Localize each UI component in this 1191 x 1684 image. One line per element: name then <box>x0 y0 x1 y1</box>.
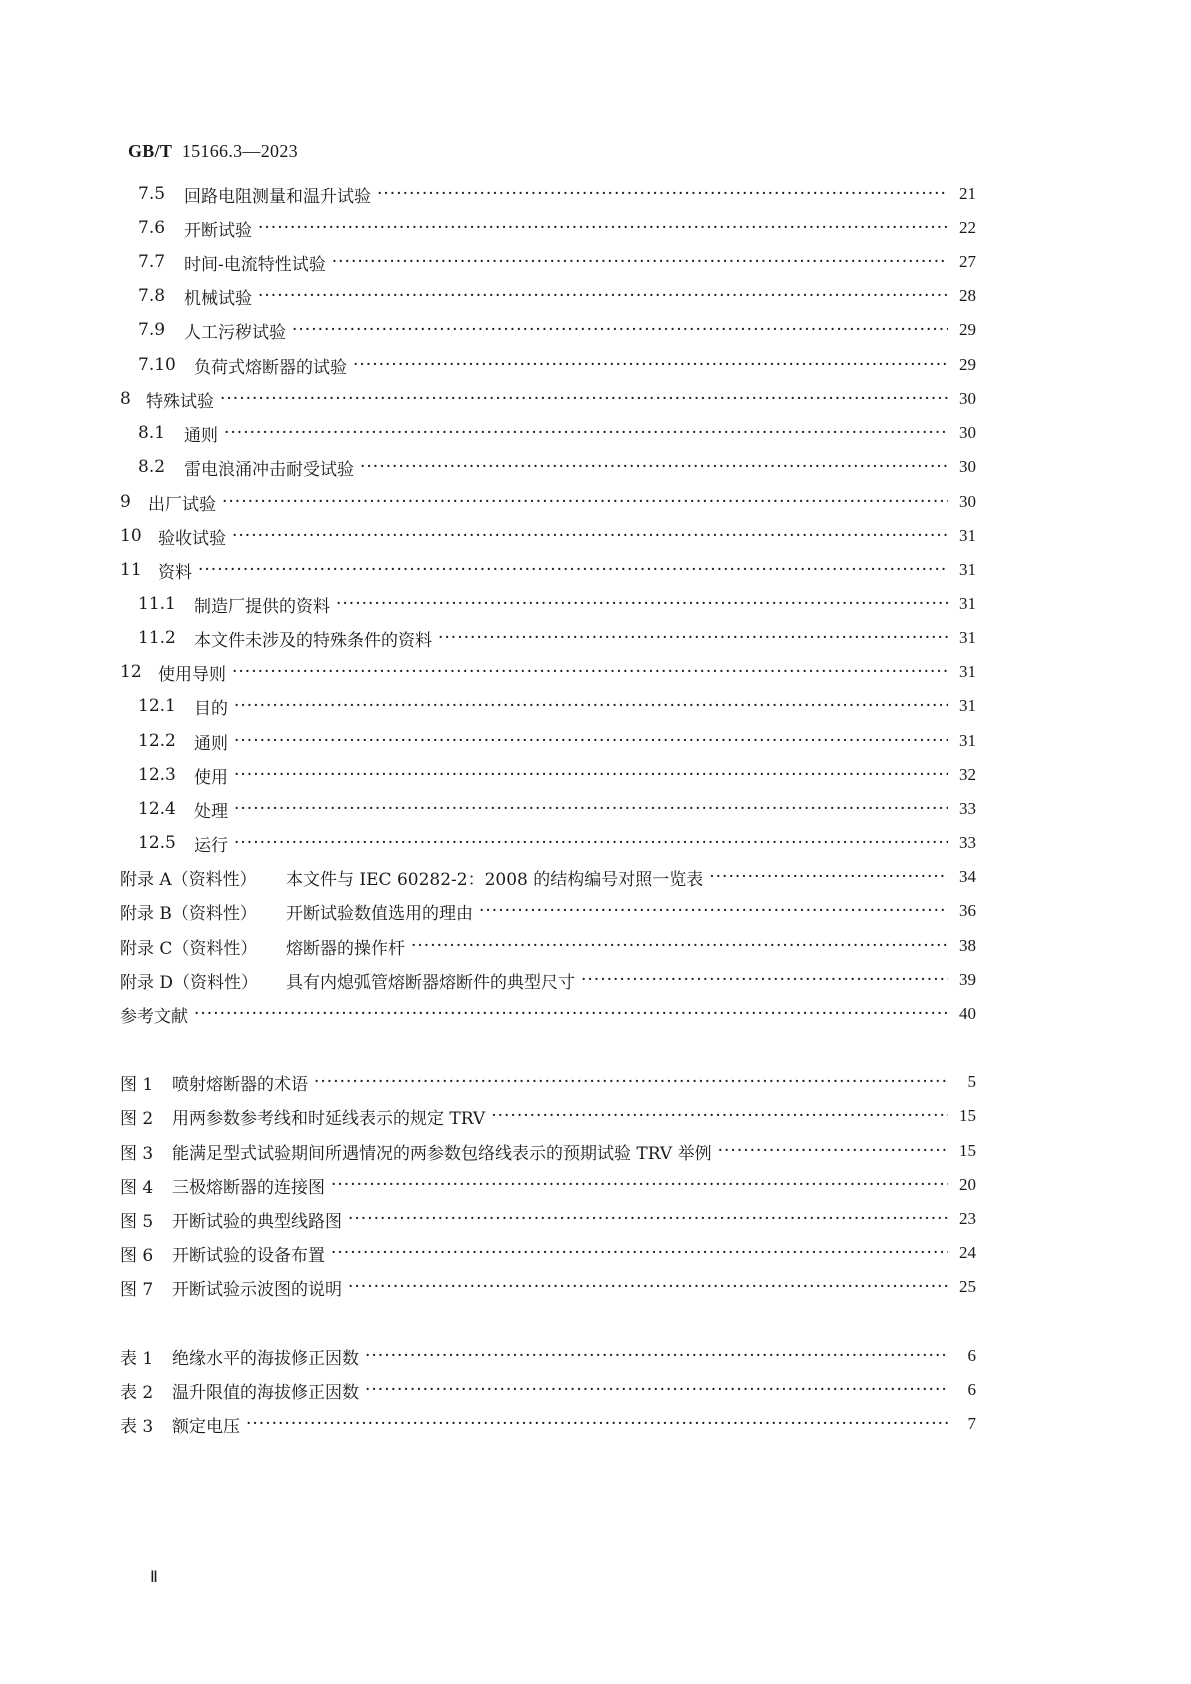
toc-title: 处理 <box>194 801 228 822</box>
toc-entry[interactable] <box>138 728 976 754</box>
toc-entry[interactable] <box>138 762 976 788</box>
toc-page: 31 <box>959 560 976 579</box>
toc-leader <box>258 215 948 241</box>
toc-number: 附录 B（资料性） <box>120 903 257 924</box>
toc-entry-appendix[interactable] <box>120 864 976 890</box>
toc-leader <box>232 659 948 685</box>
toc-page: 29 <box>959 355 976 374</box>
toc-number: 11 <box>120 560 142 580</box>
toc-leader <box>232 523 948 549</box>
toc-leader <box>234 830 948 856</box>
toc-number: 表 1 <box>120 1348 154 1369</box>
toc-entry-figure[interactable] <box>120 1172 976 1198</box>
toc-number: 图 7 <box>120 1279 154 1300</box>
toc-entry[interactable] <box>138 317 976 343</box>
toc-number: 表 3 <box>120 1416 154 1437</box>
toc-title: 通则 <box>184 425 218 446</box>
toc-page: 15 <box>959 1141 976 1160</box>
toc-page: 24 <box>959 1243 976 1262</box>
toc-leader <box>336 591 948 617</box>
toc-entry-figure[interactable] <box>120 1103 976 1129</box>
page-number: Ⅱ <box>150 1569 158 1586</box>
toc-title: 使用导则 <box>158 664 226 685</box>
toc-leader <box>224 420 948 446</box>
toc-title: 开断试验示波图的说明 <box>172 1279 342 1300</box>
toc-title: 额定电压 <box>172 1416 240 1437</box>
toc-leader <box>292 317 948 343</box>
toc-entry[interactable] <box>120 489 976 515</box>
toc-entry[interactable] <box>120 557 976 583</box>
toc-entry[interactable] <box>120 386 976 412</box>
toc-entry[interactable] <box>138 693 976 719</box>
toc-leader <box>234 762 948 788</box>
standard-prefix: GB/T <box>128 141 173 161</box>
toc-title: 开断试验的典型线路图 <box>172 1211 342 1232</box>
toc-number: 图 1 <box>120 1074 154 1095</box>
toc-page: 40 <box>959 1004 976 1023</box>
toc-leader <box>491 1103 948 1129</box>
toc-title: 绝缘水平的海拔修正因数 <box>172 1348 359 1369</box>
toc-entry-table[interactable] <box>120 1343 976 1369</box>
toc-title: 喷射熔断器的术语 <box>172 1074 308 1095</box>
toc-entry[interactable] <box>138 283 976 309</box>
toc-leader <box>360 454 948 480</box>
toc-entry[interactable] <box>138 249 976 275</box>
toc-leader <box>246 1411 948 1437</box>
toc-title: 熔断器的操作杆 <box>286 938 405 959</box>
toc-page: 6 <box>967 1380 976 1399</box>
toc-number: 12.3 <box>138 765 176 785</box>
toc-number: 12.4 <box>138 799 176 819</box>
toc-title: 用两参数参考线和时延线表示的规定 TRV <box>172 1108 486 1129</box>
toc-title: 三极熔断器的连接图 <box>172 1177 325 1198</box>
toc-leader <box>411 933 948 959</box>
toc-title: 资料 <box>158 562 192 583</box>
toc-entry[interactable] <box>138 352 976 378</box>
toc-page: 30 <box>959 389 976 408</box>
toc-page: 28 <box>959 286 976 305</box>
toc-entry-appendix[interactable] <box>120 933 976 959</box>
toc-leader <box>348 1206 948 1232</box>
toc-title: 时间-电流特性试验 <box>184 254 326 275</box>
toc-page: 33 <box>959 799 976 818</box>
toc-leader <box>365 1377 948 1403</box>
toc-page: 5 <box>967 1072 976 1091</box>
toc-number: 7.10 <box>138 355 176 375</box>
toc-page: 34 <box>959 867 976 886</box>
toc-page: 7 <box>967 1414 976 1433</box>
toc-leader <box>222 489 948 515</box>
toc-entry-appendix[interactable] <box>120 898 976 924</box>
toc-page: 21 <box>959 184 976 203</box>
toc-title: 回路电阻测量和温升试验 <box>184 186 371 207</box>
toc-title: 温升限值的海拔修正因数 <box>172 1382 359 1403</box>
toc-page: 32 <box>959 765 976 784</box>
toc-leader <box>258 283 948 309</box>
toc-entry[interactable] <box>120 523 976 549</box>
toc-entry[interactable] <box>120 659 976 685</box>
toc-number: 附录 D（资料性） <box>120 972 259 993</box>
toc-leader <box>234 796 948 822</box>
toc-page: 39 <box>959 970 976 989</box>
toc-entry-table[interactable] <box>120 1377 976 1403</box>
toc-entry-bibliography[interactable] <box>120 1001 976 1027</box>
toc-title: 本文件未涉及的特殊条件的资料 <box>194 630 432 651</box>
toc-page: 30 <box>959 492 976 511</box>
toc-leader <box>438 625 948 651</box>
toc-page: 30 <box>959 423 976 442</box>
toc-leader <box>377 181 948 207</box>
toc-title: 负荷式熔断器的试验 <box>194 357 347 378</box>
toc-number: 附录 A（资料性） <box>120 869 257 890</box>
toc-leader <box>220 386 948 412</box>
toc-title: 开断试验的设备布置 <box>172 1245 325 1266</box>
toc-number: 12.1 <box>138 696 176 716</box>
toc-number: 11.1 <box>138 594 176 614</box>
toc-number: 8 <box>120 389 131 409</box>
toc-page: 30 <box>959 457 976 476</box>
toc-number: 表 2 <box>120 1382 154 1403</box>
toc-entry-table[interactable] <box>120 1411 976 1437</box>
toc-page: 36 <box>959 901 976 920</box>
toc-number: 8.2 <box>138 457 166 477</box>
toc-page: 31 <box>959 662 976 681</box>
toc-page: 31 <box>959 526 976 545</box>
toc-title: 本文件与 IEC 60282-2：2008 的结构编号对照一览表 <box>286 869 704 890</box>
toc-leader <box>718 1138 948 1164</box>
toc-title: 特殊试验 <box>146 391 214 412</box>
toc-entry-figure[interactable] <box>120 1206 976 1232</box>
toc-number: 图 5 <box>120 1211 154 1232</box>
toc-entry[interactable] <box>138 420 976 446</box>
toc-number: 10 <box>120 526 142 546</box>
toc-leader <box>348 1274 948 1300</box>
toc-page: 27 <box>959 252 976 271</box>
toc-leader <box>709 864 948 890</box>
toc-number: 8.1 <box>138 423 166 443</box>
toc-page: 31 <box>959 628 976 647</box>
toc-title: 雷电浪涌冲击耐受试验 <box>184 459 354 480</box>
toc-title: 运行 <box>194 835 228 856</box>
toc-number: 图 6 <box>120 1245 154 1266</box>
toc-number: 图 3 <box>120 1143 154 1164</box>
toc-page: 31 <box>959 731 976 750</box>
toc-page: 20 <box>959 1175 976 1194</box>
toc-page: 31 <box>959 696 976 715</box>
toc-title: 目的 <box>194 698 228 719</box>
toc-entry[interactable] <box>138 181 976 207</box>
toc-page: 6 <box>967 1346 976 1365</box>
toc-page: 23 <box>959 1209 976 1228</box>
toc-leader <box>479 898 948 924</box>
toc-entry-appendix[interactable] <box>120 967 976 993</box>
toc-leader <box>198 557 948 583</box>
toc-leader <box>353 352 948 378</box>
toc-title: 能满足型式试验期间所遇情况的两参数包络线表示的预期试验 TRV 举例 <box>172 1143 712 1164</box>
toc-title: 通则 <box>194 733 228 754</box>
toc-entry-figure[interactable] <box>120 1138 976 1164</box>
toc-page: 38 <box>959 936 976 955</box>
toc-leader <box>332 249 948 275</box>
toc-entry-figure[interactable] <box>120 1274 976 1300</box>
toc-title: 参考文献 <box>120 1006 188 1027</box>
toc-title: 开断试验数值选用的理由 <box>286 903 473 924</box>
standard-number: 15166.3—2023 <box>181 141 298 161</box>
toc-page: 22 <box>959 218 976 237</box>
toc-page: 25 <box>959 1277 976 1296</box>
toc-page: 33 <box>959 833 976 852</box>
toc-entry[interactable] <box>138 591 976 617</box>
toc-leader <box>331 1240 948 1266</box>
toc-number: 12.5 <box>138 833 176 853</box>
toc-number: 9 <box>120 492 131 512</box>
toc-leader <box>331 1172 948 1198</box>
toc-leader <box>314 1069 948 1095</box>
toc-leader <box>581 967 948 993</box>
toc-number: 12.2 <box>138 731 176 751</box>
toc-entry[interactable] <box>138 625 976 651</box>
toc-entry[interactable] <box>138 215 976 241</box>
toc-entry-figure[interactable] <box>120 1240 976 1266</box>
toc-page: 15 <box>959 1106 976 1125</box>
toc-leader <box>365 1343 948 1369</box>
toc-title: 机械试验 <box>184 288 252 309</box>
toc-number: 7.5 <box>138 184 166 204</box>
toc-title: 使用 <box>194 767 228 788</box>
toc-page: 29 <box>959 320 976 339</box>
toc-leader <box>194 1001 948 1027</box>
toc-entry[interactable] <box>138 454 976 480</box>
toc-number: 7.9 <box>138 320 166 340</box>
toc-title: 具有内熄弧管熔断器熔断件的典型尺寸 <box>286 972 575 993</box>
toc-number: 图 2 <box>120 1108 154 1129</box>
toc-number: 12 <box>120 662 142 682</box>
toc-number: 7.7 <box>138 252 166 272</box>
toc-entry[interactable] <box>138 830 976 856</box>
toc-title: 出厂试验 <box>148 494 216 515</box>
toc-entry-figure[interactable] <box>120 1069 976 1095</box>
toc-entry[interactable] <box>138 796 976 822</box>
toc-leader <box>234 728 948 754</box>
document-header <box>128 141 298 162</box>
toc-title: 制造厂提供的资料 <box>194 596 330 617</box>
toc-number: 7.8 <box>138 286 166 306</box>
toc-leader <box>234 693 948 719</box>
toc-page: 31 <box>959 594 976 613</box>
toc-title: 人工污秽试验 <box>184 322 286 343</box>
toc-number: 附录 C（资料性） <box>120 938 258 959</box>
toc-title: 开断试验 <box>184 220 252 241</box>
toc-number: 11.2 <box>138 628 176 648</box>
toc-number: 图 4 <box>120 1177 154 1198</box>
toc-title: 验收试验 <box>158 528 226 549</box>
toc-number: 7.6 <box>138 218 166 238</box>
